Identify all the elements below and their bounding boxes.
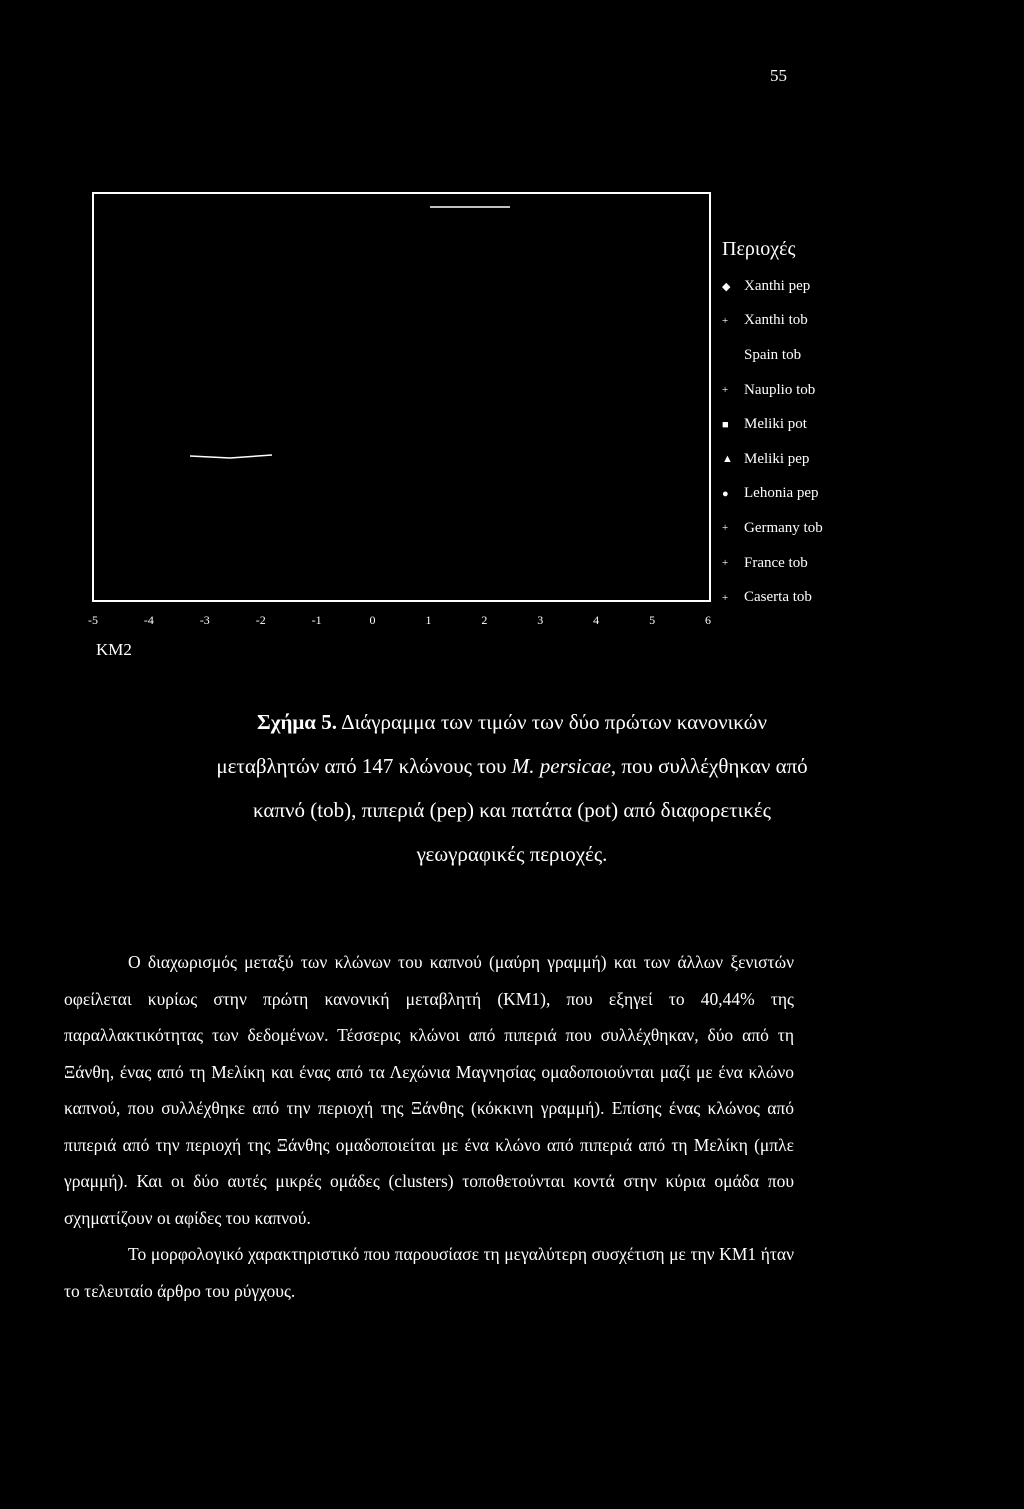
cluster-line-left (190, 455, 272, 458)
figure-caption (0, 700, 1024, 876)
x-tick-label: 0 (369, 613, 376, 627)
legend-title: Περιοχές (722, 238, 796, 260)
legend-label: France tob (744, 554, 808, 571)
plot-frame (93, 193, 710, 601)
legend-label: Caserta tob (744, 589, 812, 606)
scatter-chart (0, 0, 1024, 640)
legend-item (722, 407, 823, 442)
legend-item (722, 304, 823, 339)
legend (722, 238, 823, 615)
legend-label: Germany tob (744, 519, 823, 536)
x-axis-ticks (88, 613, 711, 627)
caption-text-2b: , που συλλέχθηκαν από (610, 754, 808, 778)
x-tick-label: -5 (88, 613, 98, 627)
paragraph-2: Το μορφολογικό χαρακτηριστικό που παρουσίασε τη μεγαλύτερη συσχέτιση με την ΚΜ1 ήταν το τελευταίο άρθρο του ρύγχους. (64, 1244, 794, 1301)
species-name: M. persicae (511, 754, 611, 778)
legend-item (722, 580, 823, 615)
legend-marker-icon: ● (722, 487, 729, 500)
caption-label: Σχήμα 5. (257, 710, 338, 734)
legend-label: Meliki pep (744, 450, 810, 467)
legend-marker-icon: + (722, 384, 729, 397)
x-tick-label: -3 (199, 613, 210, 627)
x-tick-label: 3 (537, 613, 544, 627)
legend-marker-icon: ▲ (722, 453, 733, 466)
x-tick-label: -4 (143, 613, 154, 627)
x-tick-label: -1 (311, 613, 322, 627)
legend-label: Meliki pot (744, 416, 807, 433)
paragraph-1: Ο διαχωρισμός μεταξύ των κλώνων του καπνού (μαύρη γραμμή) και των άλλων ξενιστών οφείλεται κυρίως στην πρώτη κανονική μεταβλητή (ΚΜ1), που εξηγεί το 40,44% της παραλλακτικότητας των δεδομένων. Τέσσερις κλώνοι από πιπεριά που συλλέχθηκαν, δύο από τη Ξάνθη, ένας από τη Μελίκη και ένας από τα Λεχώνια Μαγνησίας ομαδοποιούνται μαζί με ένα κλώνο καπνού, που συλλέχθηκε από την περιοχή της Ξάνθης (κόκκινη γραμμή). Επίσης ένας κλώνος από πιπεριά από την περιοχή της Ξάνθης ομαδοποιείται με ένα κλώνο από πιπεριά από τη Μελίκη (μπλε γραμμή). Και οι δύο αυτές μικρές ομάδες (clusters) τοποθετούνται κοντά στην κύρια ομάδα που σχηματίζουν οι αφίδες του καπνού. (64, 952, 794, 1228)
legend-item (722, 338, 823, 373)
x-axis-label: KM2 (96, 640, 132, 659)
body-text (64, 944, 794, 1309)
legend-label: Nauplio tob (744, 381, 816, 398)
caption-text-2a: μεταβλητών από 147 κλώνους του (216, 754, 512, 778)
legend-item (722, 269, 823, 304)
caption-line-1 (0, 700, 1024, 744)
legend-item (722, 477, 823, 512)
legend-marker-icon: + (722, 522, 729, 535)
caption-line-4: γεωγραφικές περιοχές. (416, 842, 608, 866)
page-number: 55 (770, 66, 787, 85)
x-tick-label: 1 (425, 613, 432, 627)
legend-label: Xanthi tob (744, 312, 808, 329)
legend-label: Spain tob (744, 346, 802, 363)
legend-marker-icon: + (722, 591, 729, 604)
legend-marker-icon: ■ (722, 418, 729, 431)
x-tick-label: -2 (255, 613, 266, 627)
caption-line-2 (0, 744, 1024, 788)
legend-item (722, 442, 823, 477)
x-tick-label: 6 (705, 613, 711, 627)
legend-item (722, 511, 823, 546)
legend-marker-icon: ◆ (722, 280, 731, 293)
caption-text-1: Διάγραμμα των τιμών των δύο πρώτων κανονικών (341, 710, 767, 734)
legend-marker-icon: + (722, 557, 729, 570)
legend-item (722, 373, 823, 408)
x-tick-label: 2 (481, 613, 488, 627)
legend-label: Xanthi pep (744, 277, 811, 294)
legend-marker-icon: + (722, 314, 729, 327)
x-tick-label: 4 (593, 613, 600, 627)
caption-line-3: καπνό (tob), πιπεριά (pep) και πατάτα (pot) από διαφορετικές (253, 798, 771, 822)
x-tick-label: 5 (649, 613, 656, 627)
legend-label: Lehonia pep (744, 485, 819, 502)
legend-item (722, 546, 823, 581)
